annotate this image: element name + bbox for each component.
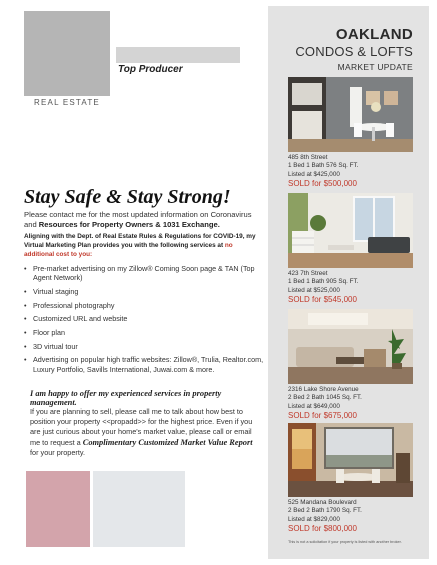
listing-address: 2316 Lake Shore Avenue [288, 386, 359, 393]
listing-list-price: Listed at $425,000 [288, 170, 340, 178]
listing-details: 1 Bed 1 Bath 576 Sq. FT. [288, 162, 359, 170]
sell-end-text: for your property. [30, 447, 86, 457]
agent-photo-placeholder [26, 471, 90, 547]
intro-paragraph [24, 210, 260, 230]
sell-paragraph [30, 407, 262, 458]
listing-list-price: Listed at $829,000 [288, 515, 340, 523]
listing-sold-price: SOLD for $500,000 [288, 178, 357, 188]
logo-placeholder [24, 11, 110, 96]
intro-text: Please contact me for the most updated information on Coronavirus and [24, 210, 252, 229]
service-item: • Virtual staging [24, 287, 268, 296]
listing-address: 485 8th Street [288, 154, 328, 161]
virtual-marketing-text: Aligning with the Dept. of Real Estate Rules & Regulations for COVID-19, my Virtual Marketing Plan provides you with the following services at [24, 233, 256, 249]
listing-photo [288, 193, 413, 268]
listing-photo [288, 423, 413, 497]
contact-info-placeholder [93, 471, 185, 547]
headline: Stay Safe & Stay Strong! [24, 186, 231, 208]
listing-list-price: Listed at $649,000 [288, 402, 340, 410]
listing-photo [288, 77, 413, 152]
agent-name-placeholder [116, 47, 240, 63]
listing-photo [288, 309, 413, 384]
listing-info [288, 499, 418, 534]
brand-label: REAL ESTATE [34, 98, 100, 107]
listing-list-price: Listed at $525,000 [288, 286, 340, 294]
virtual-marketing-paragraph [24, 233, 260, 259]
management-note: I am happy to offer my experienced services in property management. [30, 389, 222, 407]
listing-info [288, 270, 418, 305]
listing-sold-price: SOLD for $545,000 [288, 294, 357, 304]
listing-details: 2 Bed 2 Bath 1045 Sq. FT. [288, 394, 362, 402]
city-title: OAKLAND [335, 26, 413, 43]
panel-subtitle: CONDOS & LOFTS [295, 44, 413, 59]
service-item: • Advertising on popular high traffic websites: Zillow®, Trulia, Realtor.com, Luxury Portfolio, Savills International, Juwai.com & more. [24, 355, 268, 373]
listing-details: 1 Bed 1 Bath 905 Sq. FT. [288, 278, 359, 286]
service-item: • Customized URL and website [24, 314, 268, 323]
no-cost-text: no additional cost to you: [24, 241, 233, 258]
intro-bold-text: Resources for Property Owners & 1031 Exchange. [38, 220, 220, 229]
listing-info [288, 386, 418, 421]
services-list [24, 264, 268, 378]
listing-details: 2 Bed 2 Bath 1790 Sq. FT. [288, 507, 362, 515]
value-report-offer: Complimentary Customized Market Value Report [82, 437, 253, 447]
listing-address: 423 7th Street [288, 270, 328, 277]
listing-info [288, 154, 418, 189]
sell-text: If you are planning to sell, please call me to talk about how best to position your property <<propadd>> for the highest price. Even if you are just curious about your home's market value, please call or email me to request a [30, 407, 253, 447]
service-item: • Professional photography [24, 301, 268, 310]
service-item: • 3D virtual tour [24, 342, 268, 351]
service-item: • Floor plan [24, 328, 268, 337]
listing-sold-price: SOLD for $675,000 [288, 410, 357, 420]
service-item: • Pre-market advertising on my Zillow® Coming Soon page & TAN (Top Agent Network) [24, 264, 268, 282]
disclaimer: This is not a solicitation if your property is listed with another broker. [288, 540, 402, 544]
top-producer-label: Top Producer [118, 64, 183, 75]
market-update-label: MARKET UPDATE [337, 62, 413, 72]
listing-address: 525 Mandana Boulevard [288, 499, 357, 506]
listing-sold-price: SOLD for $800,000 [288, 523, 357, 533]
